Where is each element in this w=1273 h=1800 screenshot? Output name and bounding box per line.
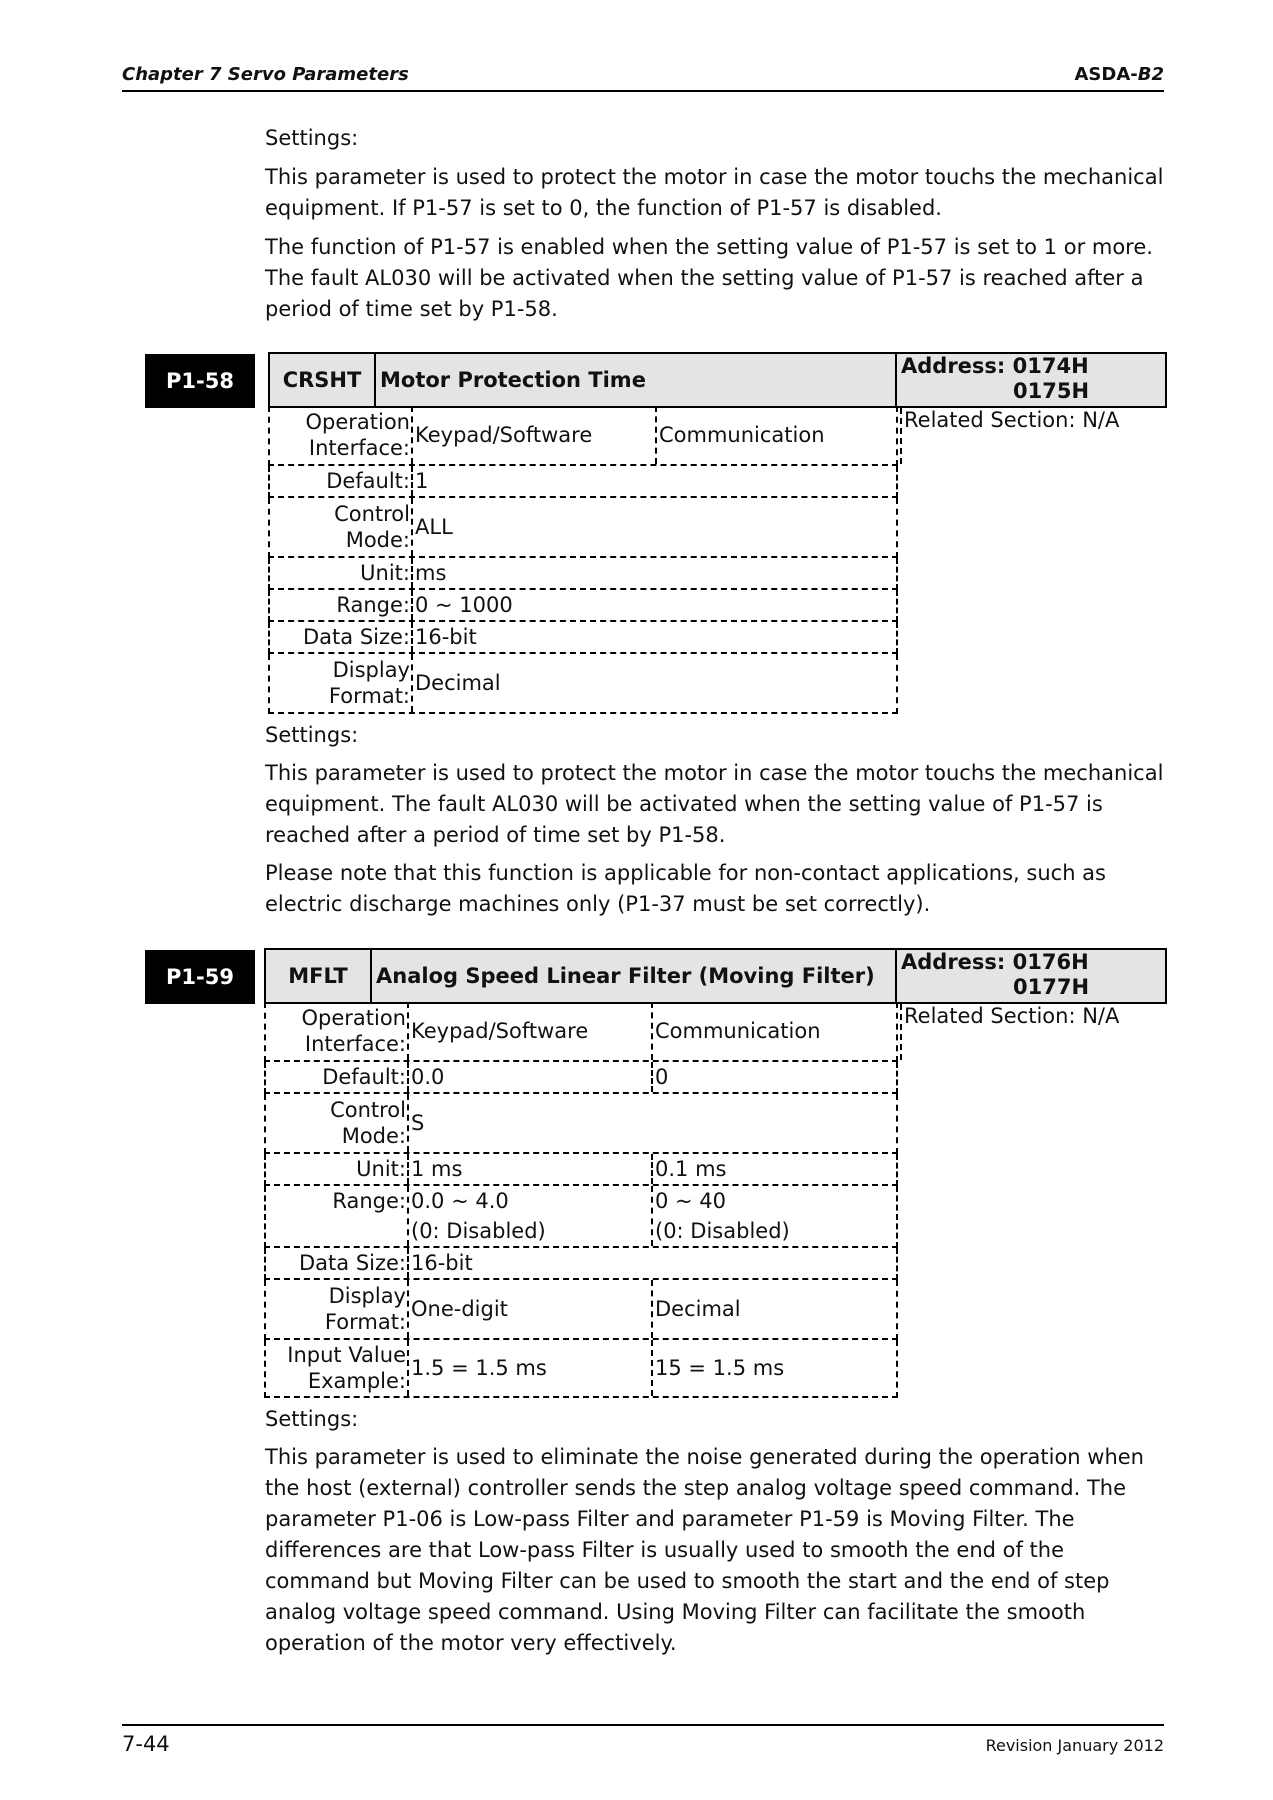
intro-paragraph-1: This parameter is used to protect the motor in case the motor touchs the mechanical equipment. If P1-57 is set to 0, the function of P1-57 is disabled. xyxy=(265,165,1164,220)
parameter-address: Address: 0174H 0175H xyxy=(901,354,1090,403)
parameter-title-bar xyxy=(268,352,1167,408)
settings-label: Settings: xyxy=(265,1407,359,1431)
page-footer xyxy=(122,1724,1164,1756)
parameter-name: Analog Speed Linear Filter (Moving Filter) xyxy=(372,950,897,1002)
revision: Revision January 2012 xyxy=(985,1736,1164,1755)
p158-paragraph-1: This parameter is used to protect the motor in case the motor touchs the mechanical equipment. The fault AL030 will be activated when the setting value of P1-57 is reached after a period of time set by P1-58. xyxy=(265,761,1164,847)
related-section: Related Section: N/A xyxy=(900,408,1119,464)
page-header xyxy=(122,62,1164,92)
parameter-code: CRSHT xyxy=(270,354,376,406)
parameter-badge: P1-59 xyxy=(145,950,255,1004)
related-section: Related Section: N/A xyxy=(900,1004,1119,1060)
parameter-code: MFLT xyxy=(266,950,372,1002)
parameter-table: Operation Interface: Keypad/Software Communication Default: 0.0 0 Control Mode: S Unit: 1 ms 0.1 ms Range: 0.0 ~ 4.0 (0: Disabled) 0 ~ 40 (0: Disabled) Data Size: 16-bit Display Format: One-digit Decimal Input Value Example: 1.5 = 1.5 ms 15 = 1.5 ms xyxy=(264,1002,898,1398)
chapter-title: Chapter 7 Servo Parameters xyxy=(122,64,409,85)
page-number: 7-44 xyxy=(122,1732,170,1756)
parameter-title-bar xyxy=(264,948,1167,1004)
parameter-badge: P1-58 xyxy=(145,354,255,408)
settings-label: Settings: xyxy=(265,723,359,747)
parameter-table: Operation Interface: Keypad/Software Communication Default: 1 Control Mode: ALL Unit: ms Range: 0 ~ 1000 Data Size: 16-bit Display Format: Decimal xyxy=(268,406,898,714)
p159-paragraph-1: This parameter is used to eliminate the noise generated during the operation when the host (external) controller sends the step analog voltage speed command. The parameter P1-06 is Low-pass Filter and parameter P1-59 is Moving Filter. The differences are that Low-pass Filter is usually used to smooth the end of the command but Moving Filter can be used to smooth the start and the end of step analog voltage speed command. Using Moving Filter can facilitate the smooth operation of the motor very effectively. xyxy=(265,1445,1144,1655)
settings-label: Settings: xyxy=(265,126,359,150)
parameter-name: Motor Protection Time xyxy=(376,354,897,406)
intro-paragraph-2: The function of P1-57 is enabled when the setting value of P1-57 is set to 1 or more. The fault AL030 will be activated when the setting value of P1-57 is reached after a period of time set by P1-58. xyxy=(265,235,1153,321)
p158-paragraph-2: Please note that this function is applicable for non-contact applications, such as electric discharge machines only (P1-37 must be set correctly). xyxy=(265,861,1106,916)
parameter-address: Address: 0176H 0177H xyxy=(901,950,1090,999)
product-name: ASDA-B2 xyxy=(1074,64,1164,85)
